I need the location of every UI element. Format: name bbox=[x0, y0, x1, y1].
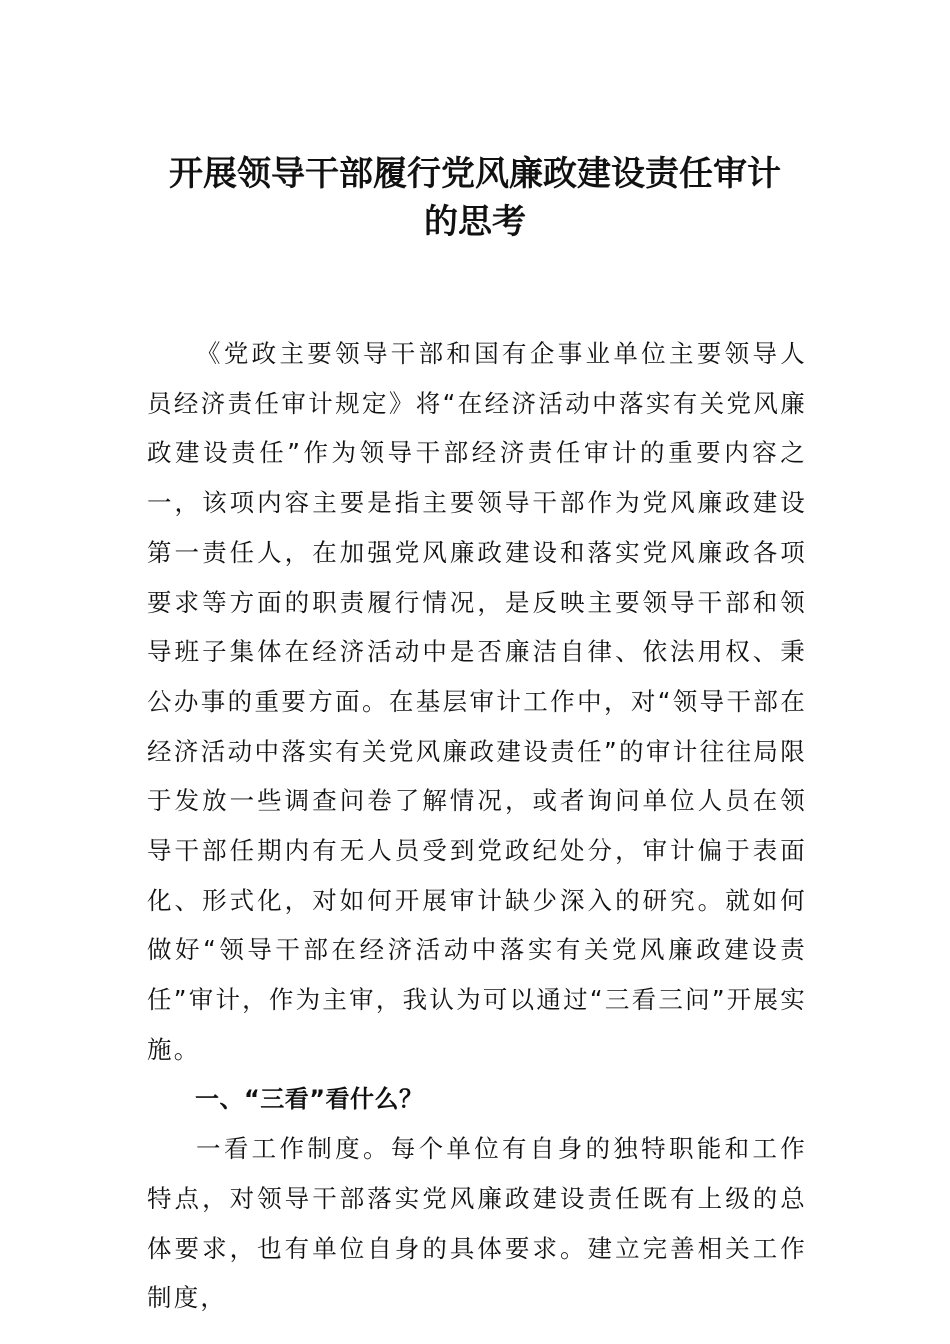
title-line-1: 开展领导干部履行党风廉政建设责任审计 bbox=[169, 154, 781, 194]
document-title bbox=[100, 150, 850, 246]
section-paragraph: 一看工作制度。每个单位有自身的独特职能和工作特点，对领导干部落实党风廉政建设责任既有上级的总体要求，也有单位自身的具体要求。建立完善相关工作制度， bbox=[147, 1134, 807, 1313]
intro-paragraph: 《党政主要领导干部和国有企事业单位主要领导人员经济责任审计规定》将“在经济活动中落实有关党风廉政建设责任”作为领导干部经济责任审计的重要内容之一，该项内容主要是指主要领导干部作为党风廉政建设第一责任人，在加强党风廉政建设和落实党风廉政各项要求等方面的职责履行情况，是反映主要领导干部和领导班子集体在经济活动中是否廉洁自律、依法用权、秉公办事的重要方面。在基层审计工作中，对“领导干部在经济活动中落实有关党风廉政建设责任”的审计往往局限于发放一些调查问卷了解情况，或者询问单位人员在领导干部任期内有无人员受到党政纪处分，审计偏于表面化、形式化，对如何开展审计缺少深入的研究。就如何做好“领导干部在经济活动中落实有关党风廉政建设责任”审计，作为主审，我认为可以通过“三看三问”开展实施。 bbox=[147, 339, 807, 1064]
document-body bbox=[147, 329, 807, 1323]
section-heading: 一、“三看”看什么？ bbox=[195, 1084, 424, 1113]
title-line-2: 的思考 bbox=[424, 202, 526, 242]
